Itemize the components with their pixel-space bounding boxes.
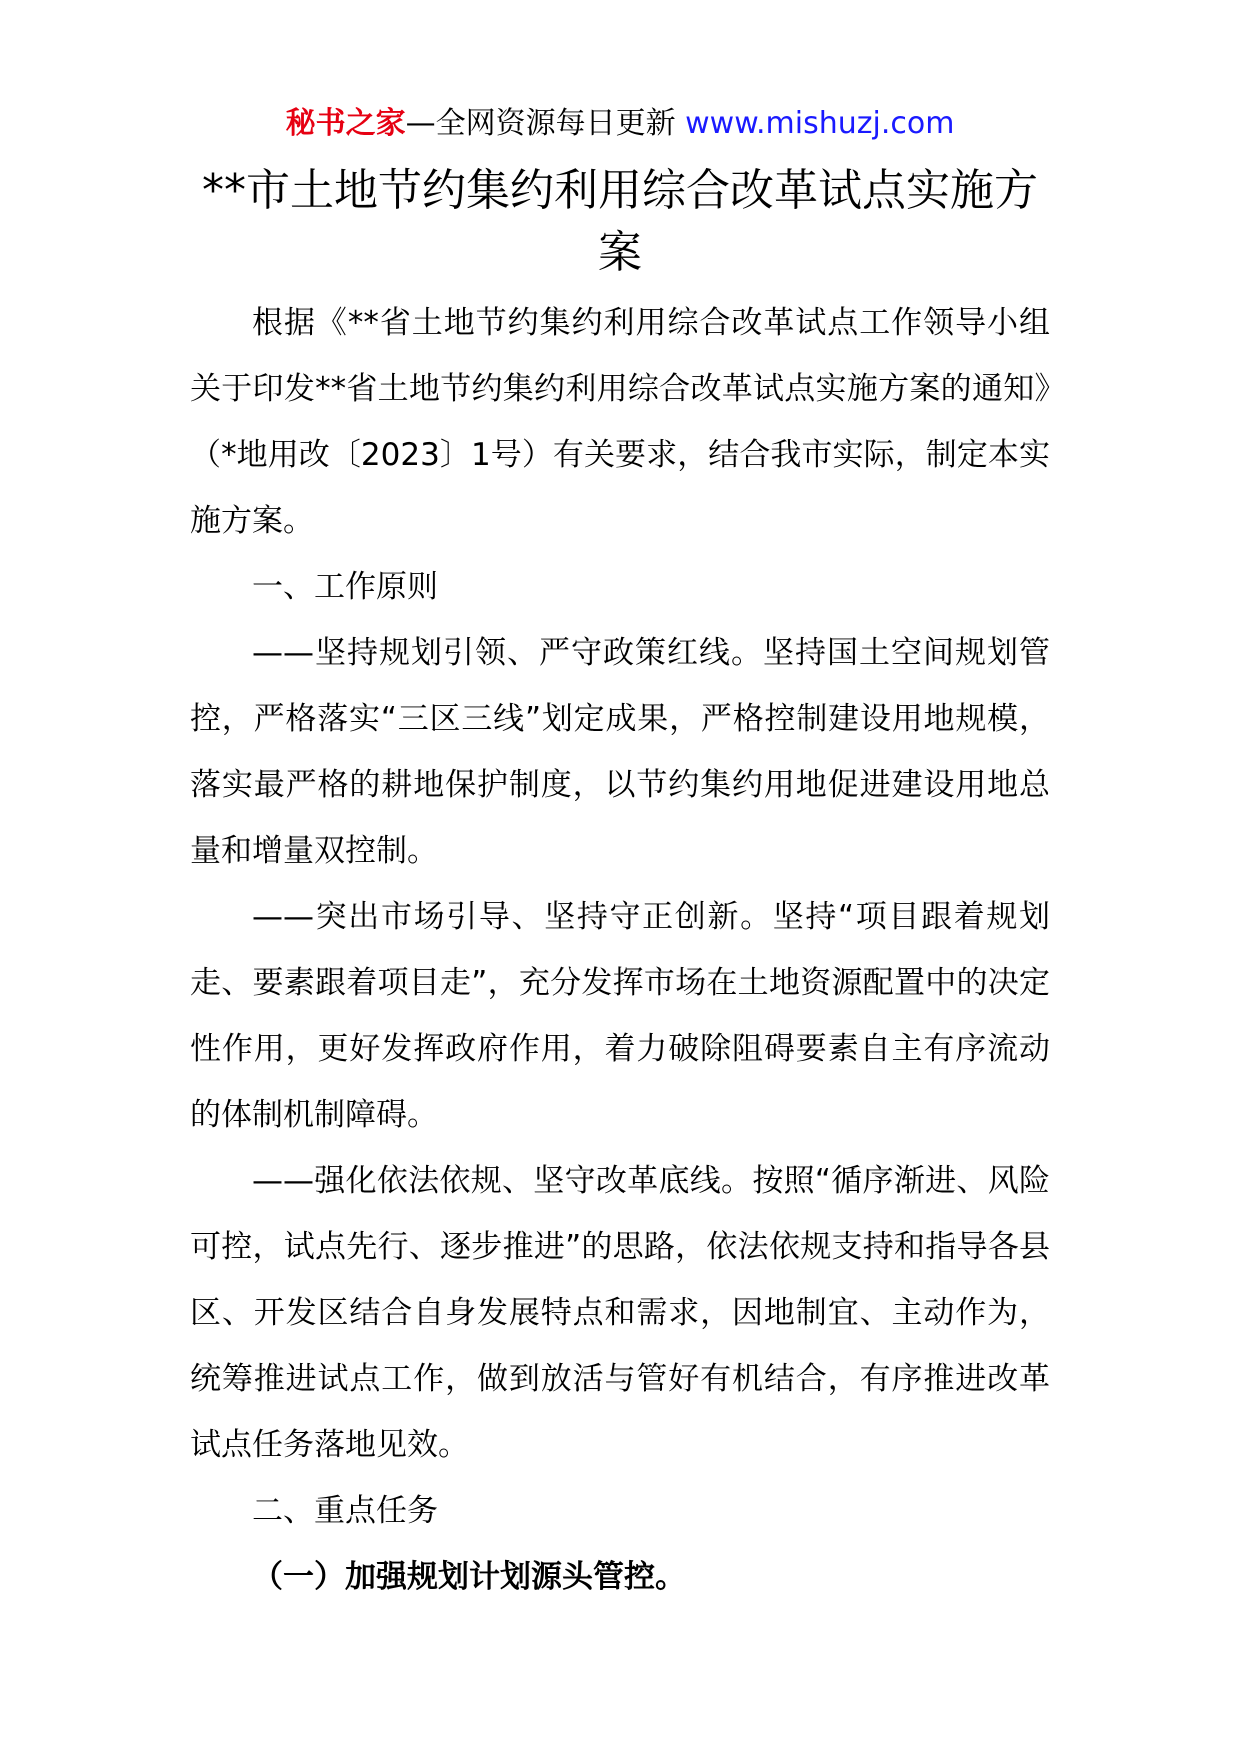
site-url[interactable]: www.mishuzj.com <box>685 106 955 141</box>
principle-paragraph-1: ——坚持规划引领、严守政策红线。坚持国土空间规划管控，严格落实“三区三线”划定成果，严格控制建设用地规模，落实最严格的耕地保护制度，以节约集约用地促进建设用地总量和增量双控制。 <box>190 635 1050 869</box>
header-slogan: —全网资源每日更新 <box>405 106 686 141</box>
intro-paragraph: 根据《**省土地节约集约利用综合改革试点工作领导小组关于印发**省土地节约集约利用综合改革试点实施方案的通知》（*地用改〔2023〕1号）有关要求，结合我市实际，制定本实施方案。 <box>190 305 1050 539</box>
section-heading-tasks: 二、重点任务 <box>252 1493 438 1529</box>
principle-paragraph-3: ——强化依法依规、坚守改革底线。按照“循序渐进、风险可控，试点先行、逐步推进”的思路，依法依规支持和指导各县区、开发区结合自身发展特点和需求，因地制宜、主动作为，统筹推进试点工作，做到放活与管好有机结合，有序推进改革试点任务落地见效。 <box>190 1163 1050 1463</box>
document-body <box>190 290 1050 1610</box>
subsection-heading-1: （一）加强规划计划源头管控。 <box>252 1559 686 1595</box>
section-heading-principles: 一、工作原则 <box>252 569 438 605</box>
site-header <box>0 100 1240 148</box>
document-title: **市土地节约集约利用综合改革试点实施方案 <box>202 165 1038 278</box>
brand-name: 秘书之家 <box>285 106 406 141</box>
principle-paragraph-2: ——突出市场引导、坚持守正创新。坚持“项目跟着规划走、要素跟着项目走”，充分发挥市场在土地资源配置中的决定性作用，更好发挥政府作用，着力破除阻碍要素自主有序流动的体制机制障碍。 <box>190 899 1050 1133</box>
